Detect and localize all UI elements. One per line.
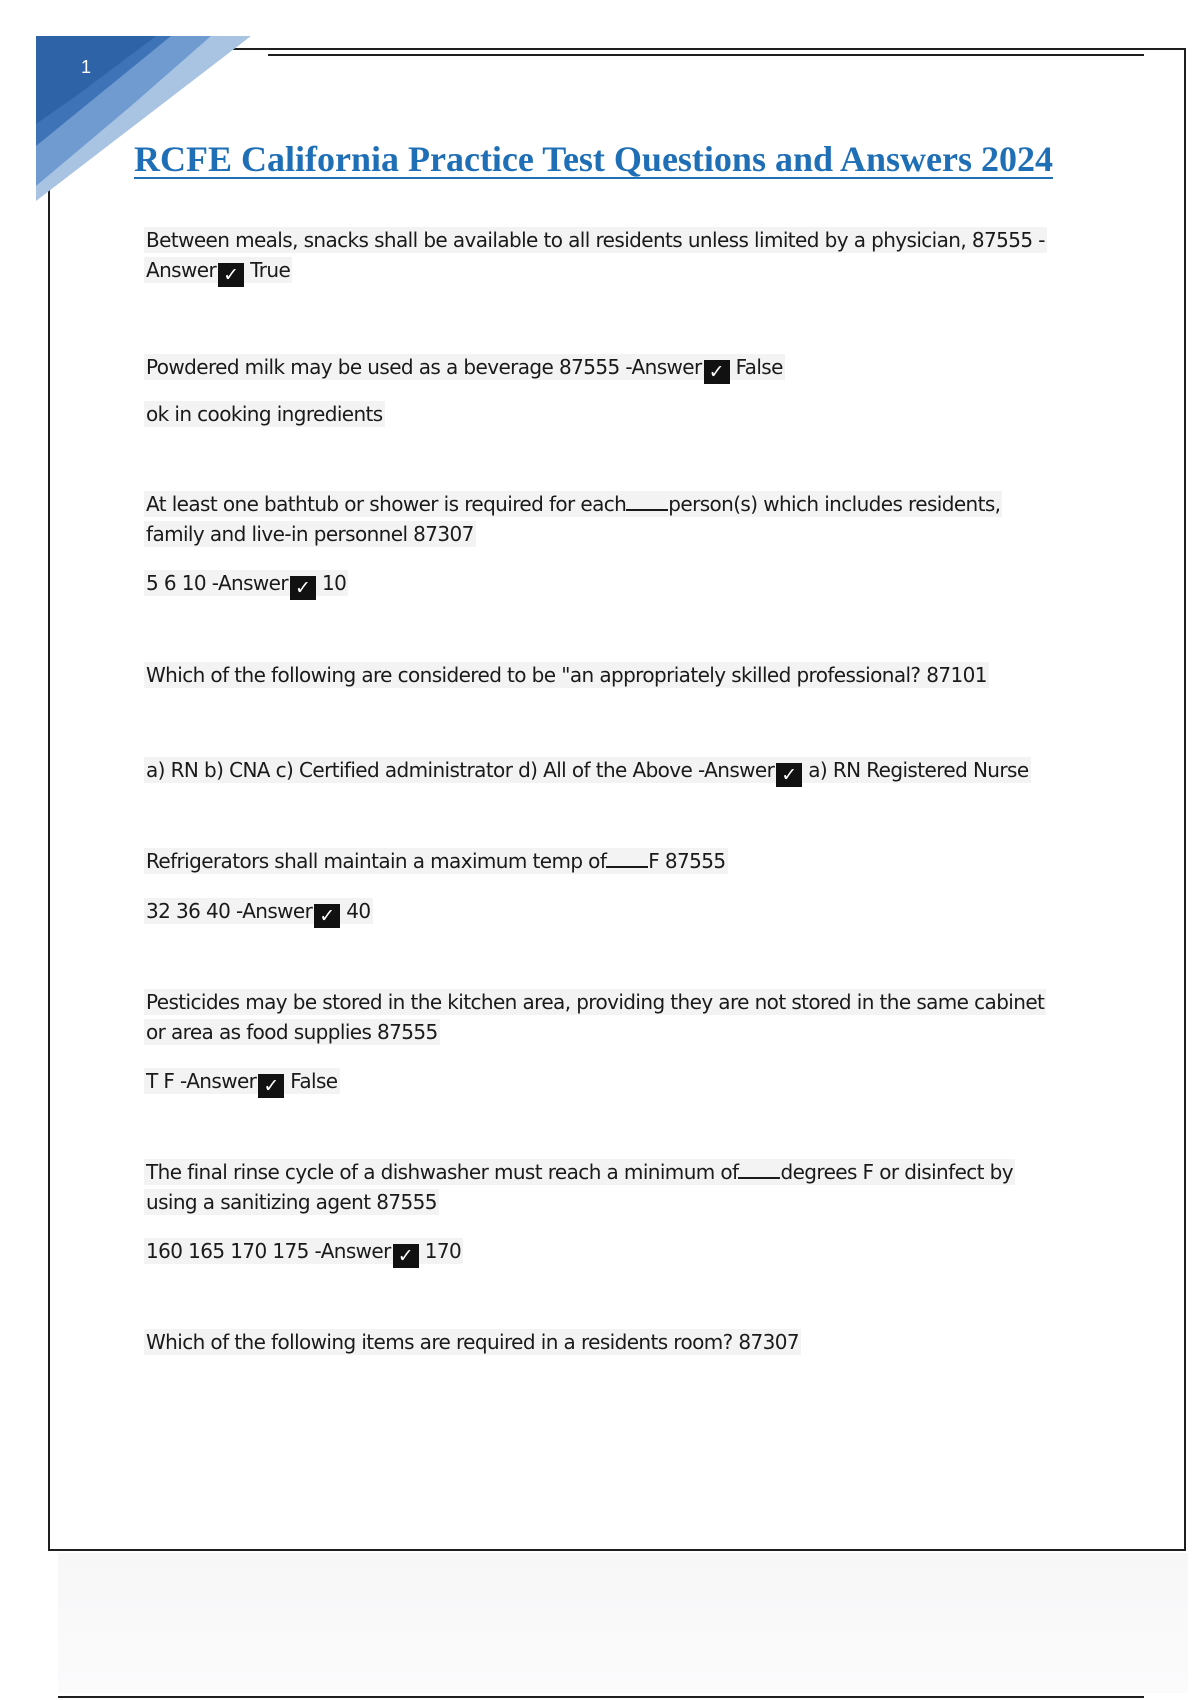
answer-1: True	[250, 258, 291, 282]
question-6: Pesticides may be stored in the kitchen area, providing they are not stored in the same cabinet or area as food supplies 87555	[146, 990, 1045, 1044]
check-icon: ✓	[393, 1244, 419, 1268]
fill-in-blank	[738, 1159, 780, 1179]
question-5: Refrigerators shall maintain a maximum temp of F 87555	[146, 849, 726, 873]
question-3-answer: 5 6 10 -Answer ✓ 10	[146, 571, 347, 599]
bottom-rule	[58, 1696, 1144, 1698]
answer-6: False	[290, 1069, 338, 1093]
question-2-note: ok in cooking ingredients	[146, 402, 383, 426]
question-7: The final rinse cycle of a dishwasher must reach a minimum of degrees F or disinfect by using a sanitizing agent 87555	[146, 1160, 1014, 1214]
check-icon: ✓	[290, 576, 316, 600]
question-3: At least one bathtub or shower is required for each person(s) which includes residents, family and live-in personnel 87307	[146, 492, 1001, 546]
answer-3: 10	[322, 571, 347, 595]
check-icon: ✓	[314, 904, 340, 928]
question-1: Between meals, snacks shall be available to all residents unless limited by a physician, 87555 - Answer ✓ True	[146, 228, 1045, 286]
question-8: Which of the following items are required in a residents room? 87307	[146, 1330, 800, 1354]
answer-7: 170	[424, 1239, 462, 1263]
fill-in-blank	[606, 848, 648, 868]
question-4: Which of the following are considered to be "an appropriately skilled professional? 87101	[146, 663, 987, 687]
header-rule	[268, 54, 1144, 56]
answer-4: a) RN Registered Nurse	[808, 758, 1029, 782]
footer-shade	[58, 1553, 1188, 1693]
check-icon: ✓	[776, 763, 802, 787]
check-icon: ✓	[218, 263, 244, 287]
question-2: Powdered milk may be used as a beverage 87555 -Answer ✓ False	[146, 355, 783, 383]
question-6-answer: T F -Answer ✓ False	[146, 1069, 338, 1097]
check-icon: ✓	[704, 360, 730, 384]
check-icon: ✓	[258, 1074, 284, 1098]
question-7-answer: 160 165 170 175 -Answer ✓ 170	[146, 1239, 462, 1267]
answer-2: False	[735, 355, 783, 379]
fill-in-blank	[626, 491, 668, 511]
question-4-answer: a) RN b) CNA c) Certified administrator d) All of the Above -Answer ✓ a) RN Registered Nurse	[146, 758, 1029, 786]
answer-5: 40	[346, 899, 371, 923]
page-number: 1	[81, 57, 92, 77]
question-5-answer: 32 36 40 -Answer ✓ 40	[146, 899, 371, 927]
document-title: RCFE California Practice Test Questions and Answers 2024	[134, 139, 1054, 179]
